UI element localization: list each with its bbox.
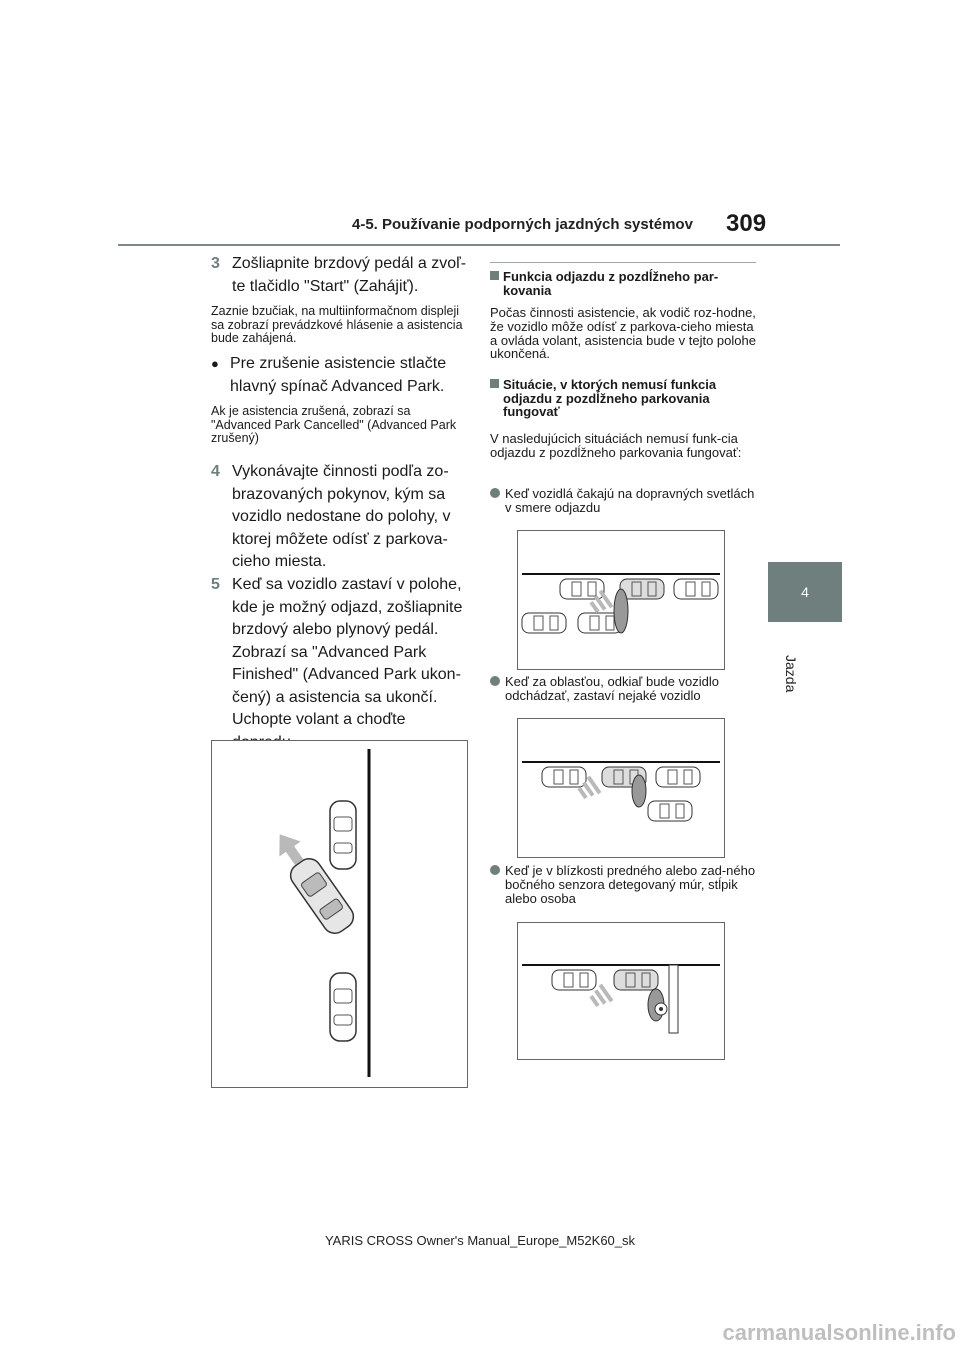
parked-car xyxy=(552,970,596,990)
page-number: 309 xyxy=(726,210,767,237)
situation-item-3 xyxy=(490,864,756,905)
section-title: 4-5. Používanie podporných jazdných systémov xyxy=(352,216,693,233)
body-situations: V nasledujúcich situáciách nemusí funk-cia odjazdu z pozdĺžneho parkovania fungovať: xyxy=(490,431,742,460)
header-rule xyxy=(118,244,840,246)
heading-text: Situácie, v ktorých nemusí funkcia odjazdu z pozdĺžneho parkovania fungovať xyxy=(503,377,717,419)
heading-square-icon xyxy=(490,379,499,388)
right-rule xyxy=(490,262,756,263)
step-text: Zošliapnite brzdový pedál a zvoľ-te tlačidlo "Start" (Zahájiť). xyxy=(232,255,467,295)
step-4 xyxy=(211,461,473,574)
step-text: Vykonávajte činnosti podľa zo-brazovaných pokynov, kým sa vozidlo nedostane do polohy, v ktorej môžete odísť z parkova-cieho miesta. xyxy=(232,463,451,570)
step-text: Keď sa vozidlo zastaví v polohe, kde je možný odjazd, zošliapnite brzdový alebo plynový pedál. Zobrazí sa "Advanced Park Finished" (Advanced Park ukon-čený) a asistencia sa ukončí. Uchopte volant a choďte xyxy=(232,576,463,728)
bullet-dot-icon: ● xyxy=(211,356,219,371)
heading-exit-function xyxy=(490,270,756,297)
heading-square-icon xyxy=(490,271,499,280)
parked-car-front xyxy=(330,801,356,869)
sensor-zone xyxy=(614,589,628,633)
bullet-text: Pre zrušenie asistencie stlačte hlavný spínač Advanced Park. xyxy=(230,355,447,395)
parked-car xyxy=(614,970,658,990)
parked-car xyxy=(674,579,718,599)
person-icon xyxy=(655,1003,667,1015)
figure-exit-parking xyxy=(211,740,468,1088)
chapter-tab xyxy=(768,562,842,622)
figure-vehicle-behind xyxy=(517,718,725,858)
step-number: 5 xyxy=(211,576,220,593)
wall-post xyxy=(669,965,678,1033)
note-start: Zaznie bzučiak, na multiinformačnom displeji sa zobrazí prevádzkové hlásenie a asistencia bude zahájená. xyxy=(211,304,463,345)
footer-manual-id: YARIS CROSS Owner's Manual_Europe_M52K60_sk xyxy=(324,1233,636,1248)
figure-traffic-lights xyxy=(517,530,725,670)
body-exit-function: Počas činnosti asistencie, ak vodič roz-hodne, že vozidlo môže odísť z parkova-cieho miesta a ovláda volant, asistencia bude v tejto polohe ukončená. xyxy=(490,305,756,362)
watermark: carmanualsonline.info xyxy=(722,1320,956,1345)
situation-item-2 xyxy=(490,675,756,703)
parked-car xyxy=(656,767,700,787)
situation-item-1 xyxy=(490,487,756,515)
bullet-dot-icon xyxy=(490,676,500,686)
step-5 xyxy=(211,574,473,754)
bullet-text: Keď za oblasťou, odkiaľ bude vozidlo odchádzať, zastaví nejaké vozidlo xyxy=(505,674,719,703)
figure-wall-post xyxy=(517,922,725,1060)
step-3 xyxy=(211,253,473,298)
bullet-text: Keď vozidlá čakajú na dopravných svetlách v smere odjazdu xyxy=(505,486,755,515)
heading-situations xyxy=(490,378,756,419)
heading-text: Funkcia odjazdu z pozdĺžneho par-kovania xyxy=(503,269,719,298)
parked-car-rear xyxy=(330,973,356,1041)
stopping-car xyxy=(648,801,692,821)
bullet-dot-icon xyxy=(490,488,500,498)
note-cancelled: Ak je asistencia zrušená, zobrazí sa "Advanced Park Cancelled" (Advanced Park zrušený) xyxy=(211,404,457,445)
parked-car xyxy=(542,767,586,787)
bullet-text: Keď je v blízkosti predného alebo zad-ného bočného senzora detegovaný múr, stĺpik alebo osoba xyxy=(505,863,756,906)
bullet-cancel xyxy=(211,353,473,398)
step-number: 4 xyxy=(211,463,220,480)
chapter-number: 4 xyxy=(801,584,809,600)
bullet-dot-icon xyxy=(490,865,500,875)
step-number: 3 xyxy=(211,255,220,272)
sensor-zone xyxy=(632,775,646,807)
waiting-car xyxy=(522,613,566,633)
chapter-label: Jazda xyxy=(783,655,799,693)
